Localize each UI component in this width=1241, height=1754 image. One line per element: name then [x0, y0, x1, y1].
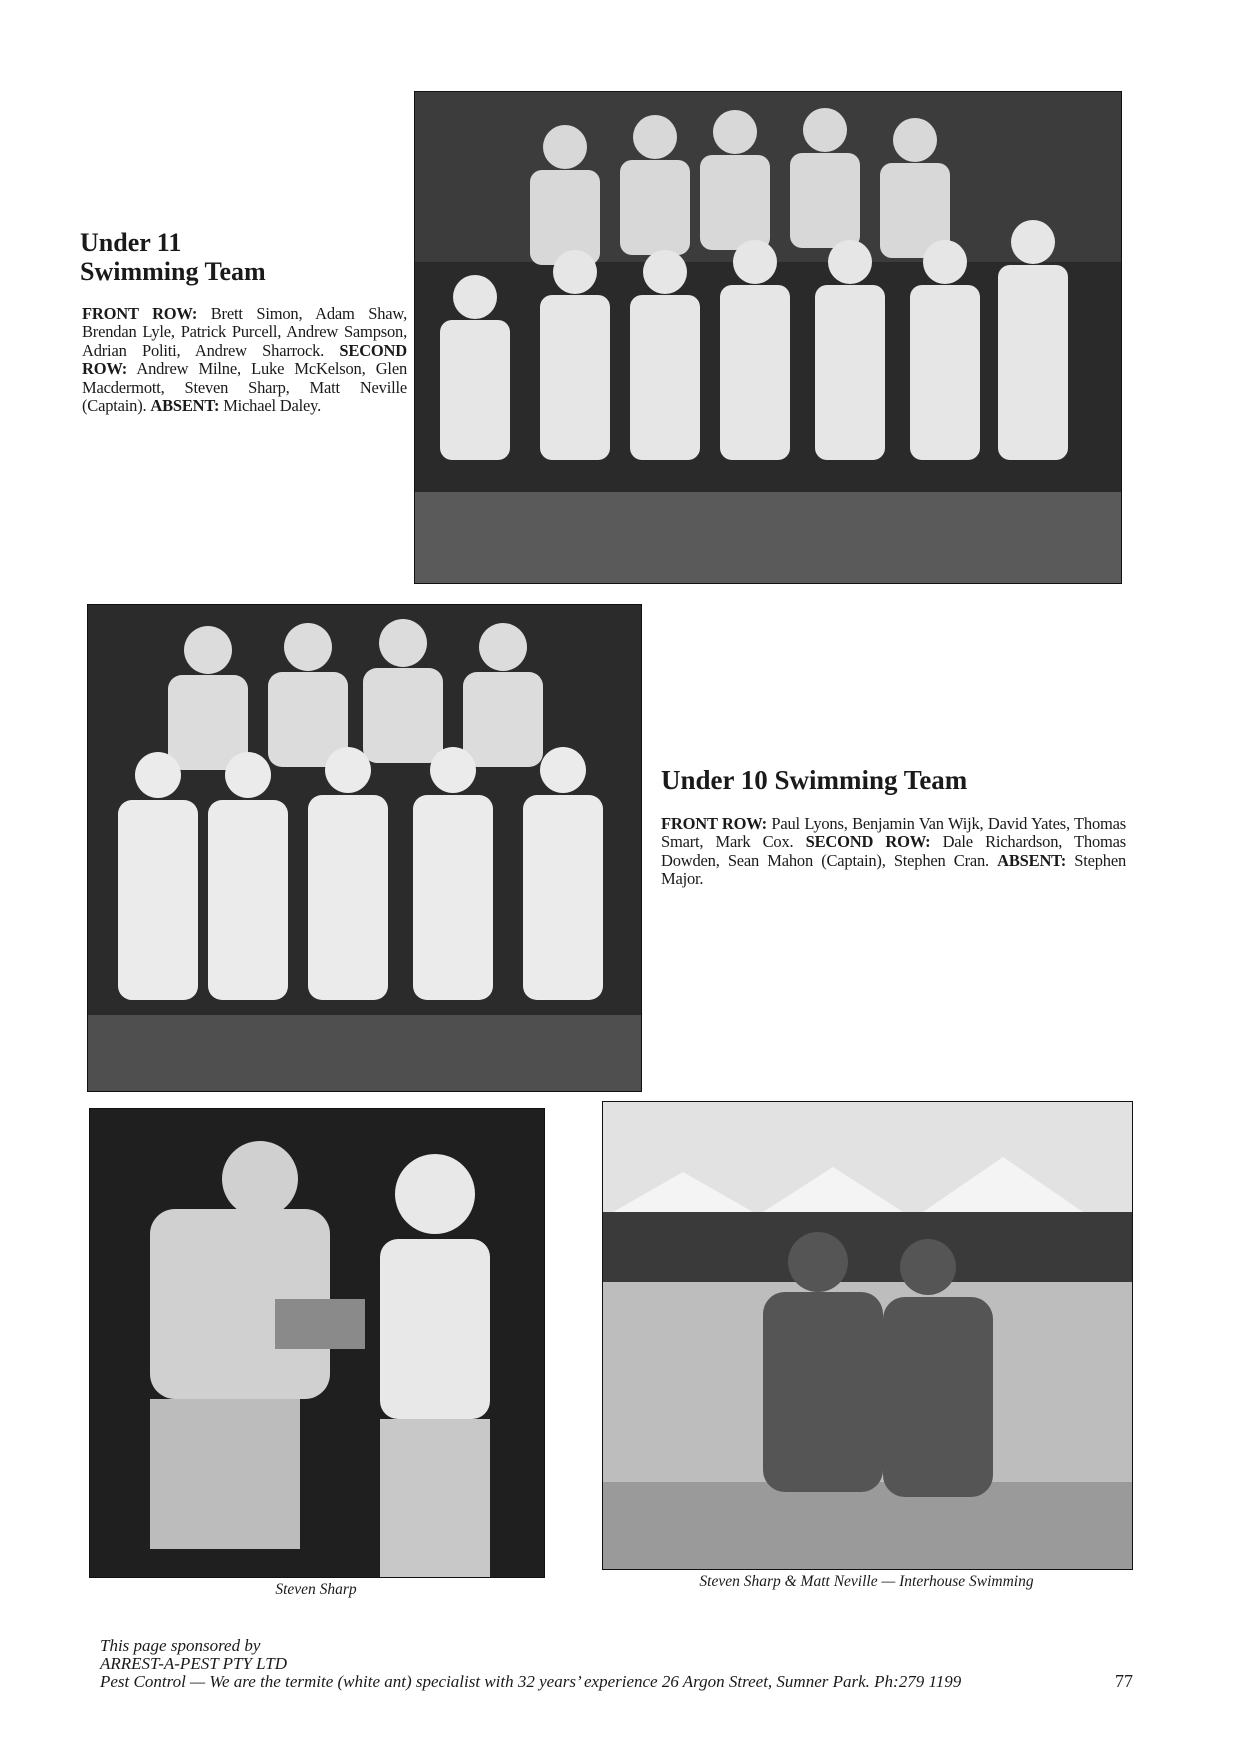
under11-team-photo — [414, 91, 1122, 584]
page-number: 77 — [1115, 1671, 1133, 1691]
sponsor-block — [100, 1637, 1120, 1691]
under11-second-row-names: Andrew Milne, Luke McKelson, Glen Macdermott, Steven Sharp, Matt Neville (Captain). — [82, 359, 407, 416]
caption-left: Steven Sharp — [275, 1581, 357, 1598]
under10-names — [661, 815, 1126, 889]
under11-names — [82, 305, 407, 416]
under11-absent-label: ABSENT: — [150, 396, 220, 416]
interhouse-swimming-photo — [602, 1101, 1133, 1570]
under10-absent-label: ABSENT: — [997, 850, 1067, 870]
under11-second-row-label: SECOND ROW: — [82, 340, 407, 379]
under10-second-row-label: SECOND ROW: — [805, 832, 931, 852]
photo-illustration — [603, 1102, 1132, 1569]
under11-title-line2: Swimming Team — [80, 257, 266, 287]
sponsor-details: Pest Control — We are the termite (white ant) specialist with 32 years’ experience 26 Argon Street, Sumner Park. Ph:279 1199 — [100, 1671, 962, 1691]
under10-front-row-names: Paul Lyons, Benjamin Van Wijk, David Yates, Thomas Smart, Mark Cox. — [661, 814, 1126, 852]
under10-team-photo — [87, 604, 642, 1092]
under11-front-row-label: FRONT ROW: — [82, 304, 198, 323]
photo-illustration — [90, 1109, 544, 1577]
trophy-presentation-photo — [89, 1108, 545, 1578]
under11-title — [80, 228, 266, 286]
under11-title-line1: Under 11 — [80, 228, 182, 257]
caption-right: Steven Sharp & Matt Neville — Interhouse Swimming — [699, 1573, 1034, 1590]
under10-front-row-label: FRONT ROW: — [661, 814, 767, 833]
team-photo-illustration — [88, 605, 641, 1091]
under11-front-row-names: Brett Simon, Adam Shaw, Brendan Lyle, Patrick Purcell, Andrew Sampson, Adrian Politi, Andrew Sharrock. — [82, 304, 407, 360]
under10-second-row-names: Dale Richardson, Thomas Dowden, Sean Mahon (Captain), Stephen Cran. — [661, 832, 1127, 870]
under11-absent-names: Michael Daley. — [219, 396, 322, 416]
sponsor-line1: This page sponsored by — [100, 1636, 261, 1655]
under10-title: Under 10 Swimming Team — [661, 765, 968, 795]
under10-absent-names: Stephen Major. — [661, 850, 1127, 889]
sponsor-company: ARREST-A-PEST PTY LTD — [100, 1653, 287, 1673]
team-photo-illustration — [415, 92, 1121, 583]
